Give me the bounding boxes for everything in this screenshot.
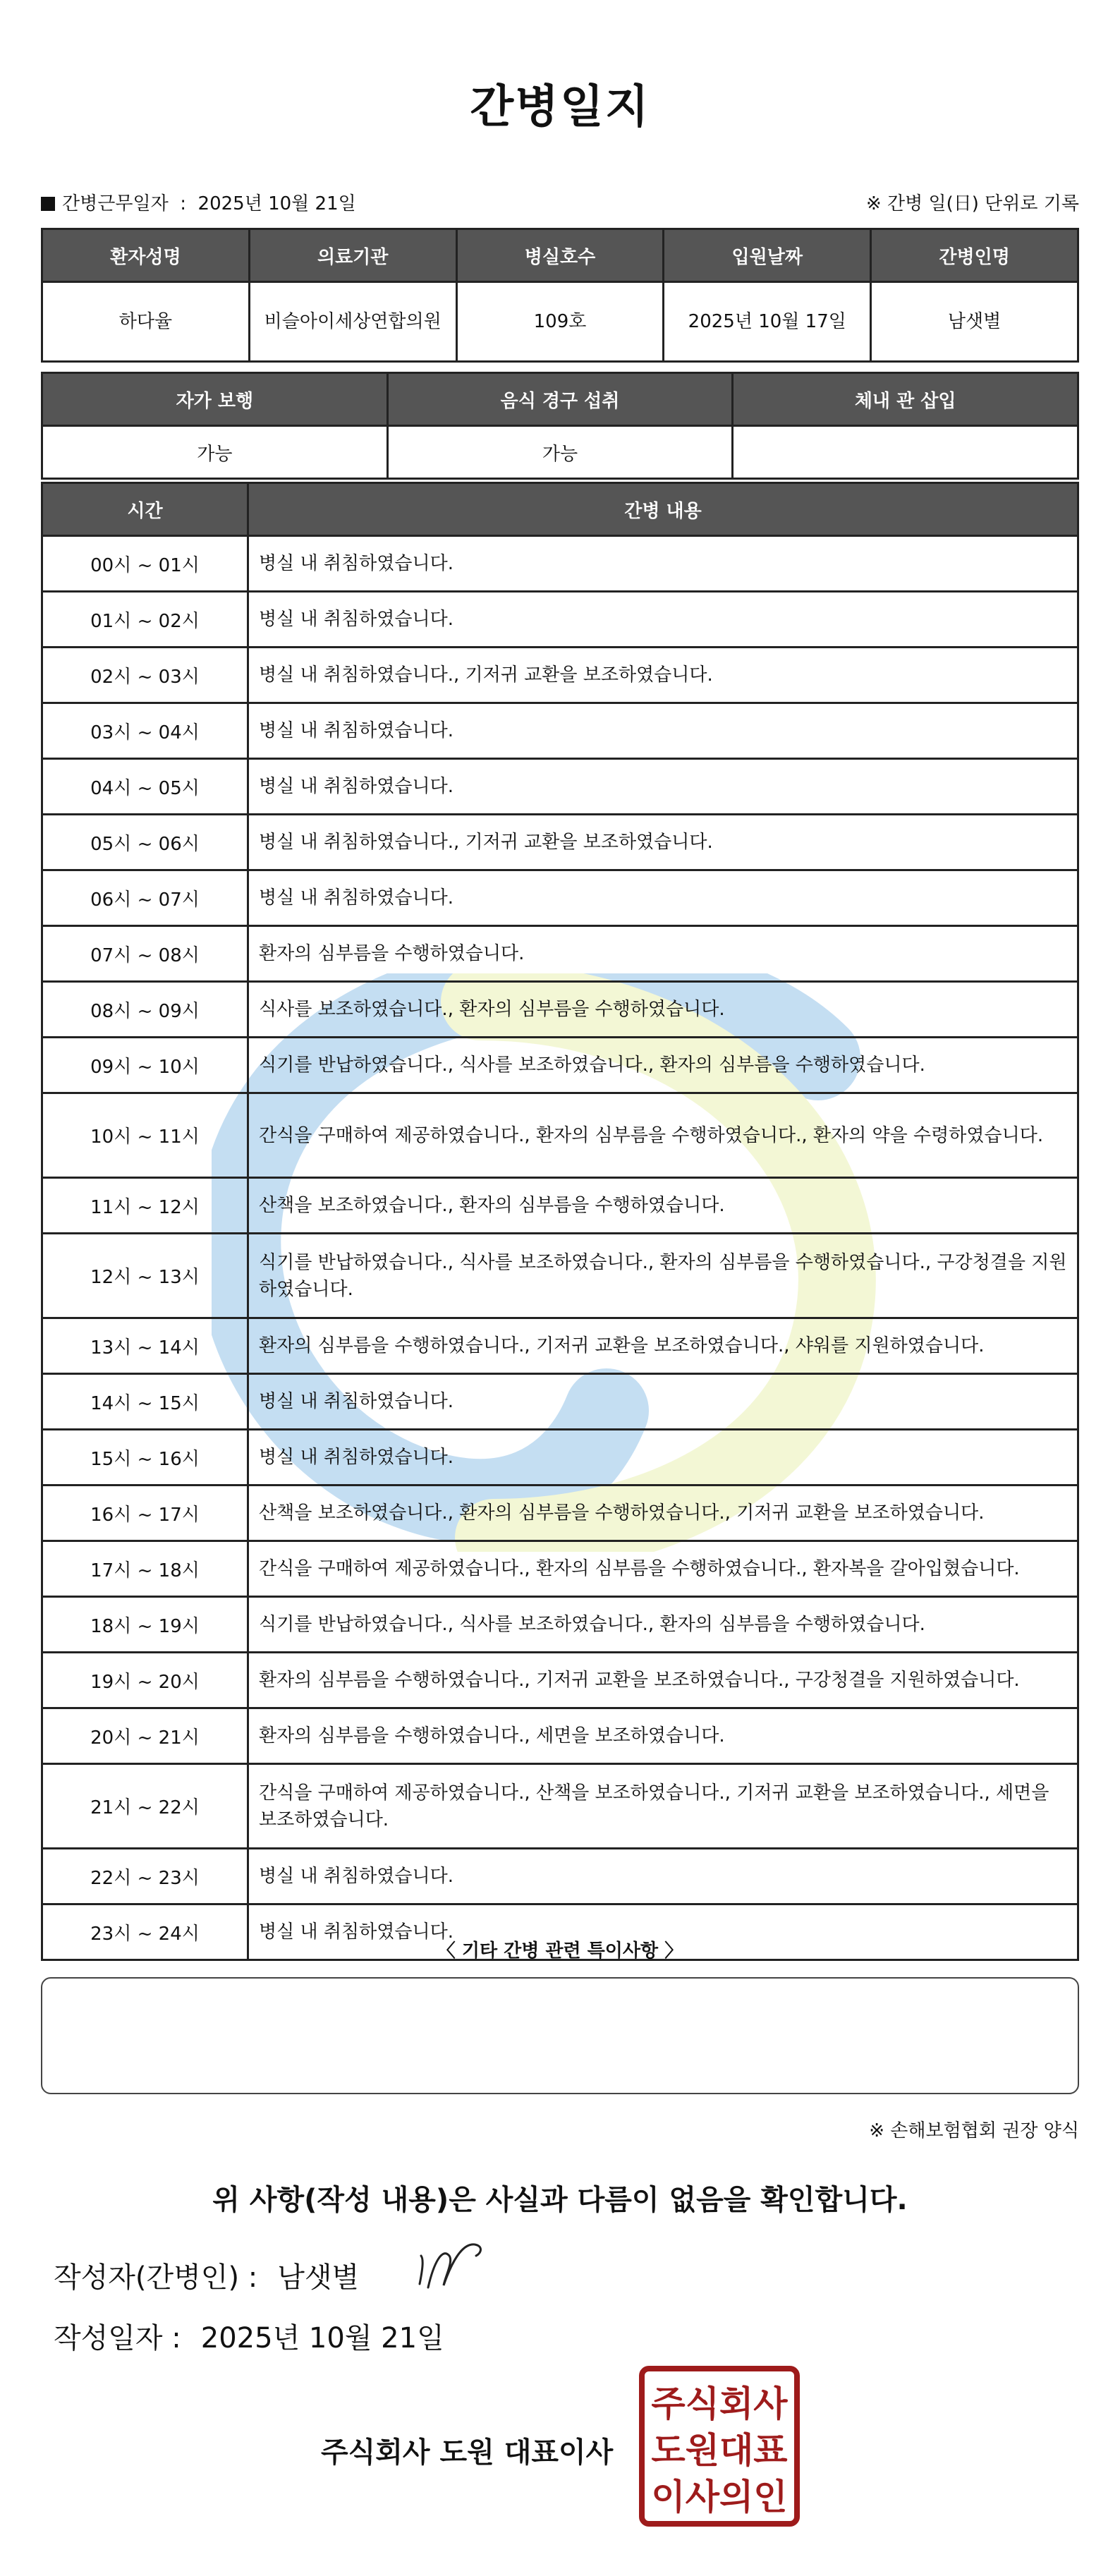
time-cell: 21시 ~ 22시 xyxy=(42,1764,248,1849)
ability-table xyxy=(41,372,1079,480)
content-cell: 산책을 보조하였습니다., 환자의 심부름을 수행하였습니다., 기저귀 교환을 보조하였습니다. xyxy=(248,1486,1078,1541)
content-cell: 병실 내 취침하였습니다., 기저귀 교환을 보조하였습니다. xyxy=(248,648,1078,703)
time-cell: 03시 ~ 04시 xyxy=(42,703,248,759)
caregiver-name: 남샛별 xyxy=(871,282,1078,362)
patient-info-table xyxy=(41,228,1079,363)
table-row xyxy=(42,1541,1078,1597)
table-row xyxy=(42,1597,1078,1653)
hospital-name: 비슬아이세상연합의원 xyxy=(249,282,456,362)
content-cell: 병실 내 취침하였습니다. xyxy=(248,1904,1078,1960)
table-row xyxy=(42,1430,1078,1486)
work-date: 간병근무일자 : 2025년 10월 21일 xyxy=(41,189,356,215)
content-cell: 병실 내 취침하였습니다. xyxy=(248,759,1078,815)
care-log-table xyxy=(41,482,1079,1961)
table-row xyxy=(42,536,1078,592)
header-walking: 자가 보행 xyxy=(42,373,388,426)
content-cell: 병실 내 취침하였습니다. xyxy=(248,870,1078,926)
time-cell: 23시 ~ 24시 xyxy=(42,1904,248,1960)
table-row xyxy=(42,1178,1078,1234)
confirmation-statement: 위 사항(작성 내용)은 사실과 다름이 없음을 확인합니다. xyxy=(212,2184,908,2216)
time-cell: 06시 ~ 07시 xyxy=(42,870,248,926)
content-cell: 환자의 심부름을 수행하였습니다., 기저귀 교환을 보조하였습니다., 샤워를 지원하였습니다. xyxy=(248,1318,1078,1374)
content-cell: 식기를 반납하였습니다., 식사를 보조하였습니다., 환자의 심부름을 수행하였습니다. xyxy=(248,1038,1078,1093)
seal-line-2: 도원대표 xyxy=(651,2430,788,2471)
company-name: 주식회사 도원 대표이사 xyxy=(321,2436,614,2469)
notes-box xyxy=(41,1977,1079,2094)
content-cell: 환자의 심부름을 수행하였습니다., 세면을 보조하였습니다. xyxy=(248,1708,1078,1764)
time-cell: 13시 ~ 14시 xyxy=(42,1318,248,1374)
table-row xyxy=(42,1038,1078,1093)
record-note: ※ 간병 일(日) 단위로 기록 xyxy=(865,193,1079,214)
header-admission-date: 입원날짜 xyxy=(664,229,871,282)
time-cell: 09시 ~ 10시 xyxy=(42,1038,248,1093)
header-tube: 체내 관 삽입 xyxy=(733,373,1078,426)
time-cell: 02시 ~ 03시 xyxy=(42,648,248,703)
table-row xyxy=(42,1318,1078,1374)
content-cell: 환자의 심부름을 수행하였습니다. xyxy=(248,926,1078,982)
time-cell: 17시 ~ 18시 xyxy=(42,1541,248,1597)
content-cell: 병실 내 취침하였습니다. xyxy=(248,1849,1078,1904)
time-cell: 12시 ~ 13시 xyxy=(42,1234,248,1318)
table-row xyxy=(42,870,1078,926)
patient-name: 하다율 xyxy=(42,282,250,362)
content-cell: 식기를 반납하였습니다., 식사를 보조하였습니다., 환자의 심부름을 수행하였습니다., 구강청결을 지원하였습니다. xyxy=(248,1234,1078,1318)
content-cell: 병실 내 취침하였습니다. xyxy=(248,536,1078,592)
content-cell: 식사를 보조하였습니다., 환자의 심부름을 수행하였습니다. xyxy=(248,982,1078,1038)
work-date-label: 간병근무일자 xyxy=(62,193,169,214)
time-cell: 01시 ~ 02시 xyxy=(42,592,248,648)
table-row xyxy=(42,1849,1078,1904)
content-cell: 산책을 보조하였습니다., 환자의 심부름을 수행하였습니다. xyxy=(248,1178,1078,1234)
oral-intake-value: 가능 xyxy=(387,426,733,479)
time-cell: 18시 ~ 19시 xyxy=(42,1597,248,1653)
admission-date: 2025년 10월 17일 xyxy=(664,282,871,362)
content-cell: 병실 내 취침하였습니다. xyxy=(248,1374,1078,1430)
header-oral-intake: 음식 경구 섭취 xyxy=(387,373,733,426)
company-seal xyxy=(638,2365,801,2527)
time-cell: 04시 ~ 05시 xyxy=(42,759,248,815)
content-cell: 환자의 심부름을 수행하였습니다., 기저귀 교환을 보조하였습니다., 구강청결을 지원하였습니다. xyxy=(248,1653,1078,1708)
table-row xyxy=(42,592,1078,648)
time-cell: 15시 ~ 16시 xyxy=(42,1430,248,1486)
header-hospital: 의료기관 xyxy=(249,229,456,282)
content-cell: 병실 내 취침하였습니다. xyxy=(248,703,1078,759)
content-cell: 병실 내 취침하였습니다., 기저귀 교환을 보조하였습니다. xyxy=(248,815,1078,870)
header-caregiver: 간병인명 xyxy=(871,229,1078,282)
write-date-value: 2025년 10월 21일 xyxy=(200,2322,444,2355)
header-time: 시간 xyxy=(42,483,248,536)
content-cell: 병실 내 취침하였습니다. xyxy=(248,1430,1078,1486)
table-row xyxy=(42,1708,1078,1764)
source-note: ※ 손해보험협회 권장 양식 xyxy=(869,2120,1079,2141)
handwritten-signature xyxy=(413,2235,490,2298)
walking-value: 가능 xyxy=(42,426,388,479)
table-row xyxy=(42,815,1078,870)
content-cell: 식기를 반납하였습니다., 식사를 보조하였습니다., 환자의 심부름을 수행하였습니다. xyxy=(248,1597,1078,1653)
table-row xyxy=(42,1234,1078,1318)
time-cell: 14시 ~ 15시 xyxy=(42,1374,248,1430)
header-care-content: 간병 내용 xyxy=(248,483,1078,536)
table-row xyxy=(42,982,1078,1038)
writer-name: 남샛별 xyxy=(277,2261,360,2294)
notes-title: 〈 기타 간병 관련 특이사항 〉 xyxy=(437,1940,683,1962)
time-cell: 22시 ~ 23시 xyxy=(42,1849,248,1904)
time-cell: 16시 ~ 17시 xyxy=(42,1486,248,1541)
date-line xyxy=(54,2316,444,2356)
table-row xyxy=(42,1486,1078,1541)
time-cell: 10시 ~ 11시 xyxy=(42,1093,248,1178)
time-cell: 11시 ~ 12시 xyxy=(42,1178,248,1234)
header-patient-name: 환자성명 xyxy=(42,229,250,282)
page-title: 간병일지 xyxy=(470,81,650,133)
table-row xyxy=(42,759,1078,815)
time-cell: 05시 ~ 06시 xyxy=(42,815,248,870)
writer-line xyxy=(54,2255,359,2295)
time-cell: 20시 ~ 21시 xyxy=(42,1708,248,1764)
square-bullet-icon xyxy=(41,197,55,211)
table-row xyxy=(42,1093,1078,1178)
seal-line-1: 주식회사 xyxy=(651,2383,788,2424)
table-row xyxy=(42,703,1078,759)
seal-line-3: 이사의인 xyxy=(651,2477,788,2517)
time-cell: 19시 ~ 20시 xyxy=(42,1653,248,1708)
writer-label: 작성자(간병인) : xyxy=(54,2261,258,2294)
work-date-value: 2025년 10월 21일 xyxy=(197,193,356,214)
table-row xyxy=(42,1653,1078,1708)
tube-value xyxy=(733,426,1078,479)
content-cell: 간식을 구매하여 제공하였습니다., 환자의 심부름을 수행하였습니다., 환자의 약을 수령하였습니다. xyxy=(248,1093,1078,1178)
time-cell: 08시 ~ 09시 xyxy=(42,982,248,1038)
time-cell: 00시 ~ 01시 xyxy=(42,536,248,592)
table-row xyxy=(42,926,1078,982)
content-cell: 병실 내 취침하였습니다. xyxy=(248,592,1078,648)
table-row xyxy=(42,1374,1078,1430)
write-date-label: 작성일자 : xyxy=(54,2322,181,2355)
header-room: 병실호수 xyxy=(456,229,664,282)
content-cell: 간식을 구매하여 제공하였습니다., 산책을 보조하였습니다., 기저귀 교환을 보조하였습니다., 세면을 보조하였습니다. xyxy=(248,1764,1078,1849)
table-row xyxy=(42,1764,1078,1849)
time-cell: 07시 ~ 08시 xyxy=(42,926,248,982)
room-number: 109호 xyxy=(456,282,664,362)
content-cell: 간식을 구매하여 제공하였습니다., 환자의 심부름을 수행하였습니다., 환자복을 갈아입혔습니다. xyxy=(248,1541,1078,1597)
table-row xyxy=(42,648,1078,703)
